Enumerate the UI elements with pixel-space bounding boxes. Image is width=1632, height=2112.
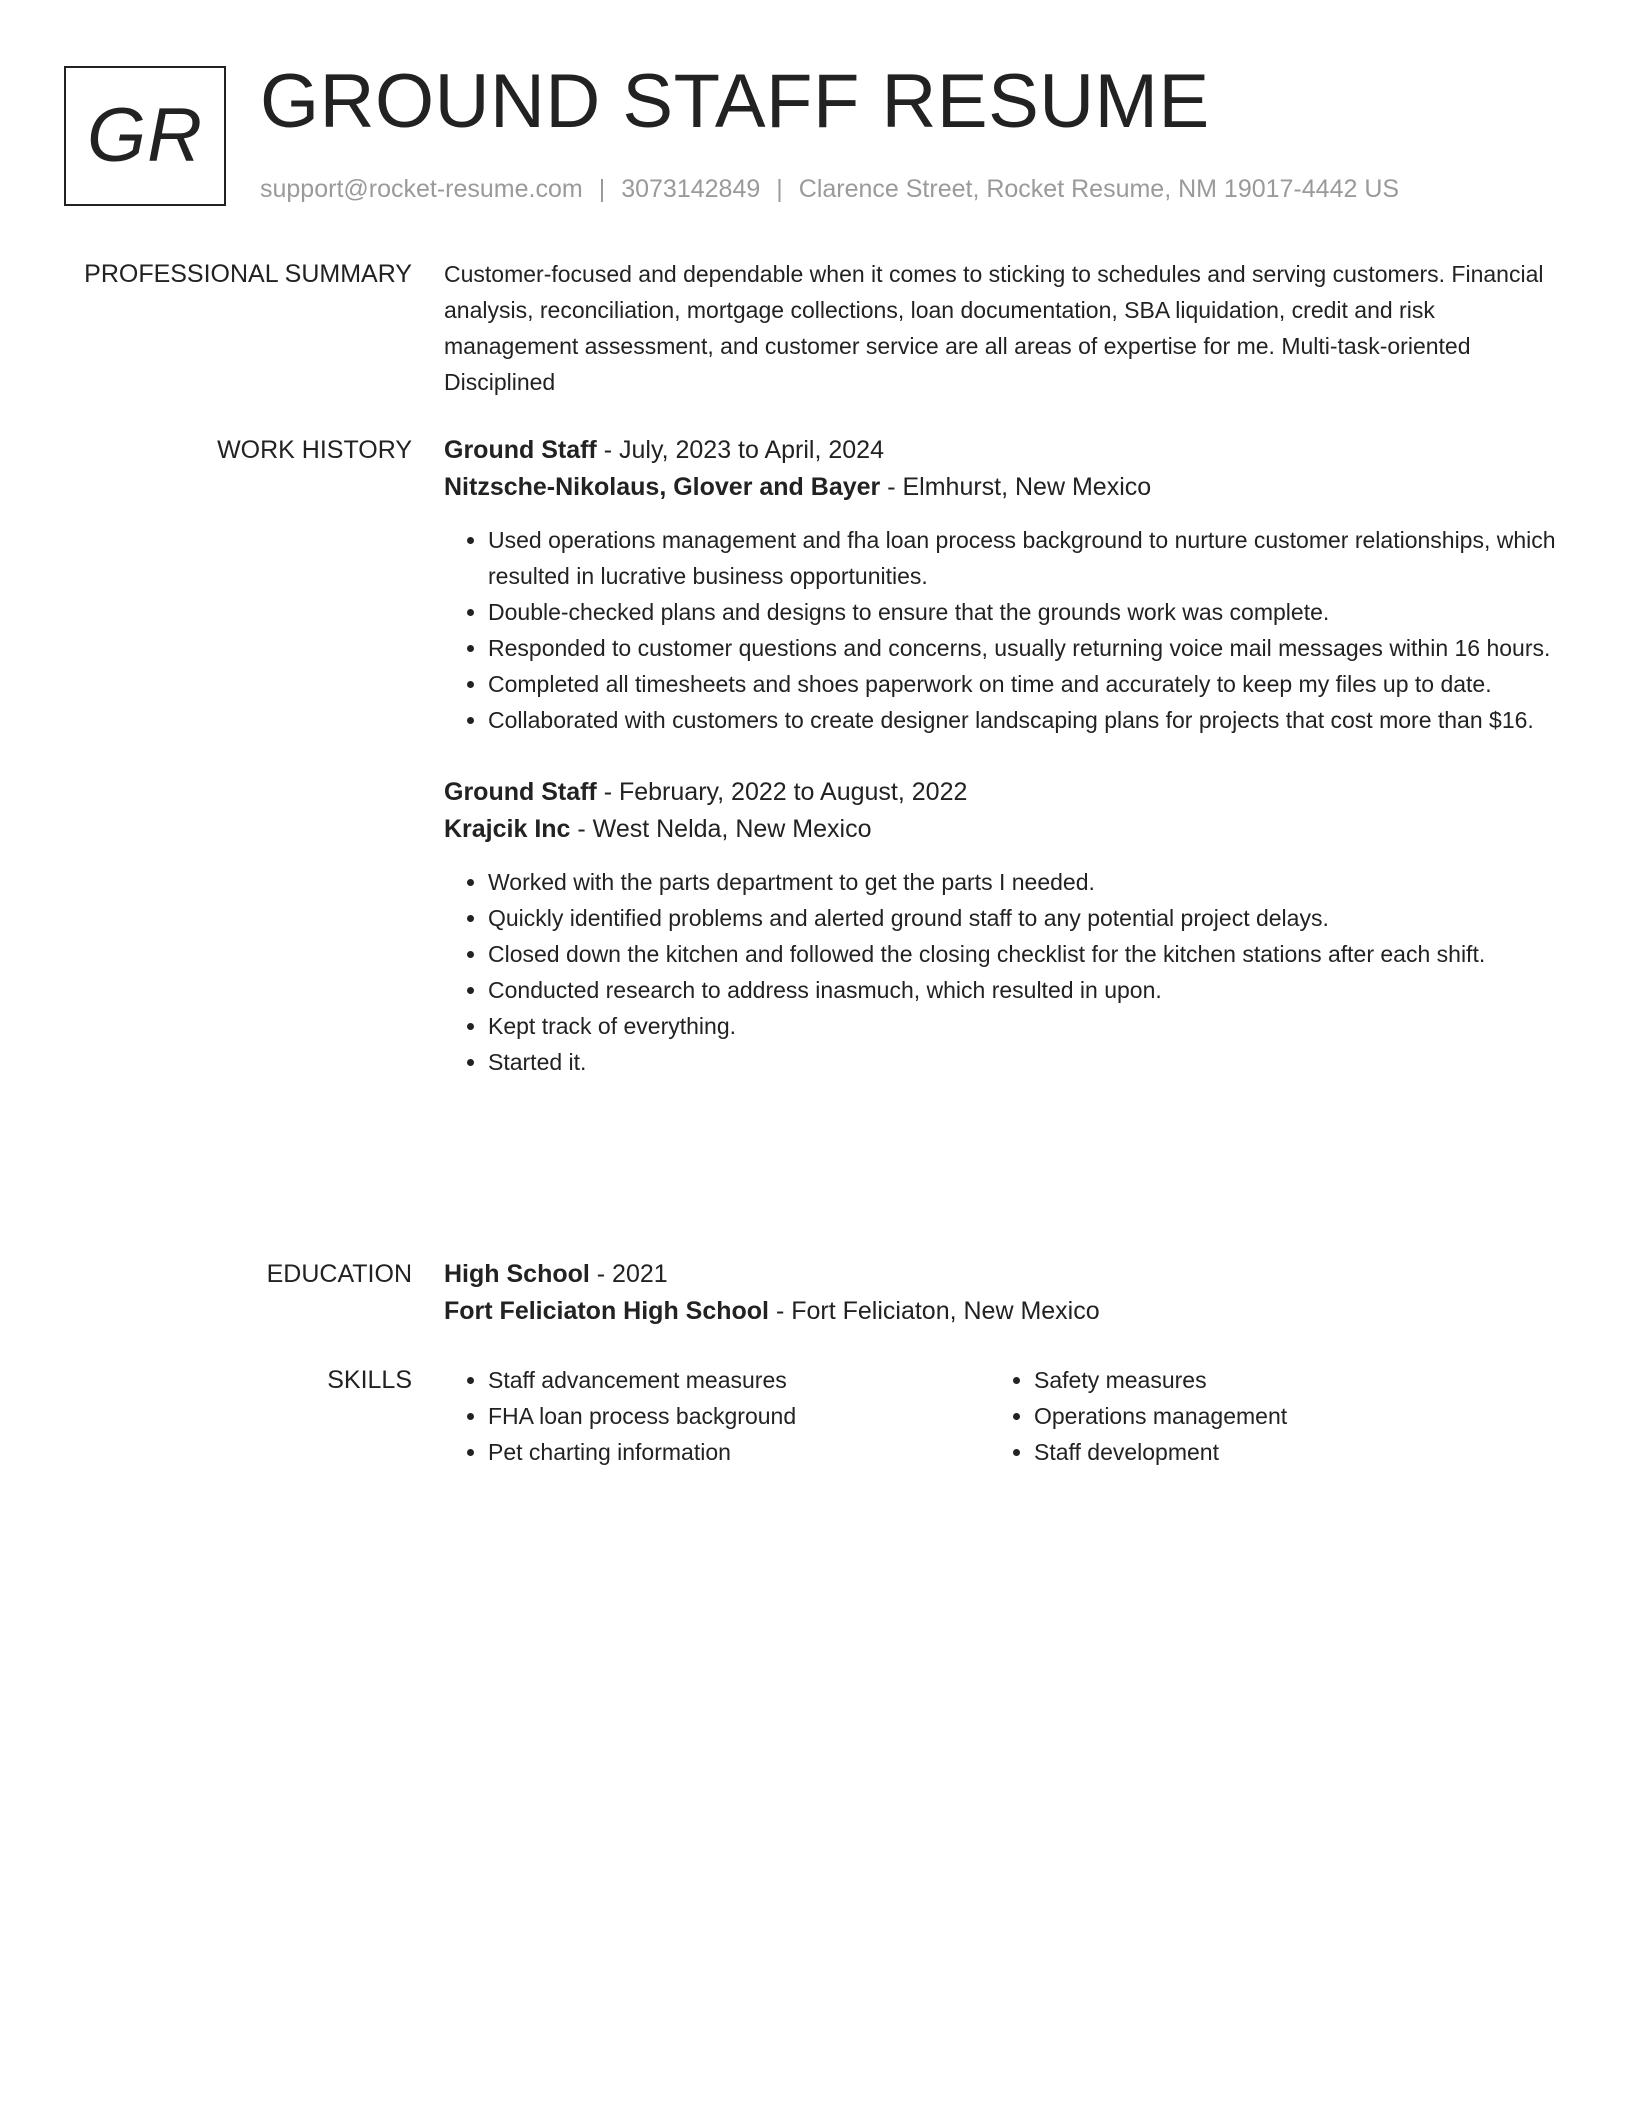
skill-item: • Operations management (1034, 1398, 1536, 1434)
skills-list (444, 1362, 990, 1470)
job-bullets (444, 522, 1556, 738)
skills-list (990, 1362, 1536, 1470)
summary-heading: PROFESSIONAL SUMMARY (84, 260, 412, 288)
skill-item: • Pet charting information (488, 1434, 990, 1470)
education-year: - 2021 (589, 1260, 668, 1288)
education-heading: EDUCATION (266, 1260, 412, 1288)
contact-line (260, 172, 1399, 206)
education-degree: High School (444, 1260, 590, 1288)
skills-grid (444, 1362, 1556, 1470)
education-school-line (444, 1293, 1556, 1330)
job-location: - West Nelda, New Mexico (570, 815, 872, 843)
monogram-initials: GR (87, 93, 203, 178)
list-item: • Responded to customer questions and concerns, usually returning voice mail messages within 16 hours. (488, 630, 1556, 666)
job-dates: - February, 2022 to August, 2022 (596, 778, 968, 806)
contact-email[interactable]: support@rocket-resume.com (260, 175, 583, 203)
list-item: • Completed all timesheets and shoes paperwork on time and accurately to keep my files up to date. (488, 666, 1556, 702)
contact-phone[interactable]: 3073142849 (621, 175, 761, 203)
list-item: • Kept track of everything. (488, 1008, 1556, 1044)
skills-column-left (444, 1362, 990, 1470)
skill-item: • FHA loan process background (488, 1398, 990, 1434)
job-title-line (444, 774, 1556, 811)
education-degree-line (444, 1256, 1556, 1293)
job-company-line (444, 469, 1556, 506)
job-company-line (444, 811, 1556, 848)
job-dates: - July, 2023 to April, 2024 (596, 436, 884, 464)
list-item: • Closed down the kitchen and followed the closing checklist for the kitchen stations after each shift. (488, 936, 1556, 972)
resume-title: GROUND STAFF RESUME (260, 59, 1210, 144)
job-bullets (444, 864, 1556, 1080)
list-item: • Quickly identified problems and alerted ground staff to any potential project delays. (488, 900, 1556, 936)
skills-body (444, 1362, 1556, 1470)
contact-address: Clarence Street, Rocket Resume, NM 19017-4442 US (798, 175, 1400, 203)
monogram-box (64, 66, 226, 206)
skills-heading: SKILLS (327, 1366, 412, 1394)
education-body (444, 1256, 1556, 1330)
list-item: • Double-checked plans and designs to ensure that the grounds work was complete. (488, 594, 1556, 630)
summary-text: Customer-focused and dependable when it comes to sticking to schedules and serving customers. Financial analysis, reconciliation, mortgage collections, loan documentation, SBA liquidation, credit and risk management assessment, and customer service are all areas of expertise for me. Multi-task-oriented Disciplined (444, 261, 1544, 395)
work-history-body (444, 432, 1556, 1080)
list-item: • Used operations management and fha loan process background to nurture customer relationships, which resulted in lucrative business opportunities. (488, 522, 1556, 594)
job-entry (444, 432, 1556, 738)
list-item: • Worked with the parts department to get the parts I needed. (488, 864, 1556, 900)
contact-separator: | (776, 175, 783, 203)
job-entry (444, 774, 1556, 1080)
skill-item: • Safety measures (1034, 1362, 1536, 1398)
skill-item: • Staff development (1034, 1434, 1536, 1470)
summary-body (444, 256, 1556, 400)
skills-column-right (990, 1362, 1536, 1470)
contact-separator: | (598, 175, 606, 203)
job-company: Nitzsche-Nikolaus, Glover and Bayer (444, 473, 881, 501)
job-title: Ground Staff (444, 778, 597, 806)
job-title-line (444, 432, 1556, 469)
education-school: Fort Feliciaton High School (444, 1297, 769, 1325)
list-item: • Conducted research to address inasmuch, which resulted in upon. (488, 972, 1556, 1008)
work-history-heading: WORK HISTORY (217, 436, 412, 464)
job-company: Krajcik Inc (444, 815, 571, 843)
education-location: - Fort Feliciaton, New Mexico (769, 1297, 1100, 1325)
list-item: • Started it. (488, 1044, 1556, 1080)
skill-item: • Staff advancement measures (488, 1362, 990, 1398)
job-title: Ground Staff (444, 436, 597, 464)
list-item: • Collaborated with customers to create designer landscaping plans for projects that cost more than $16. (488, 702, 1556, 738)
job-location: - Elmhurst, New Mexico (880, 473, 1152, 501)
